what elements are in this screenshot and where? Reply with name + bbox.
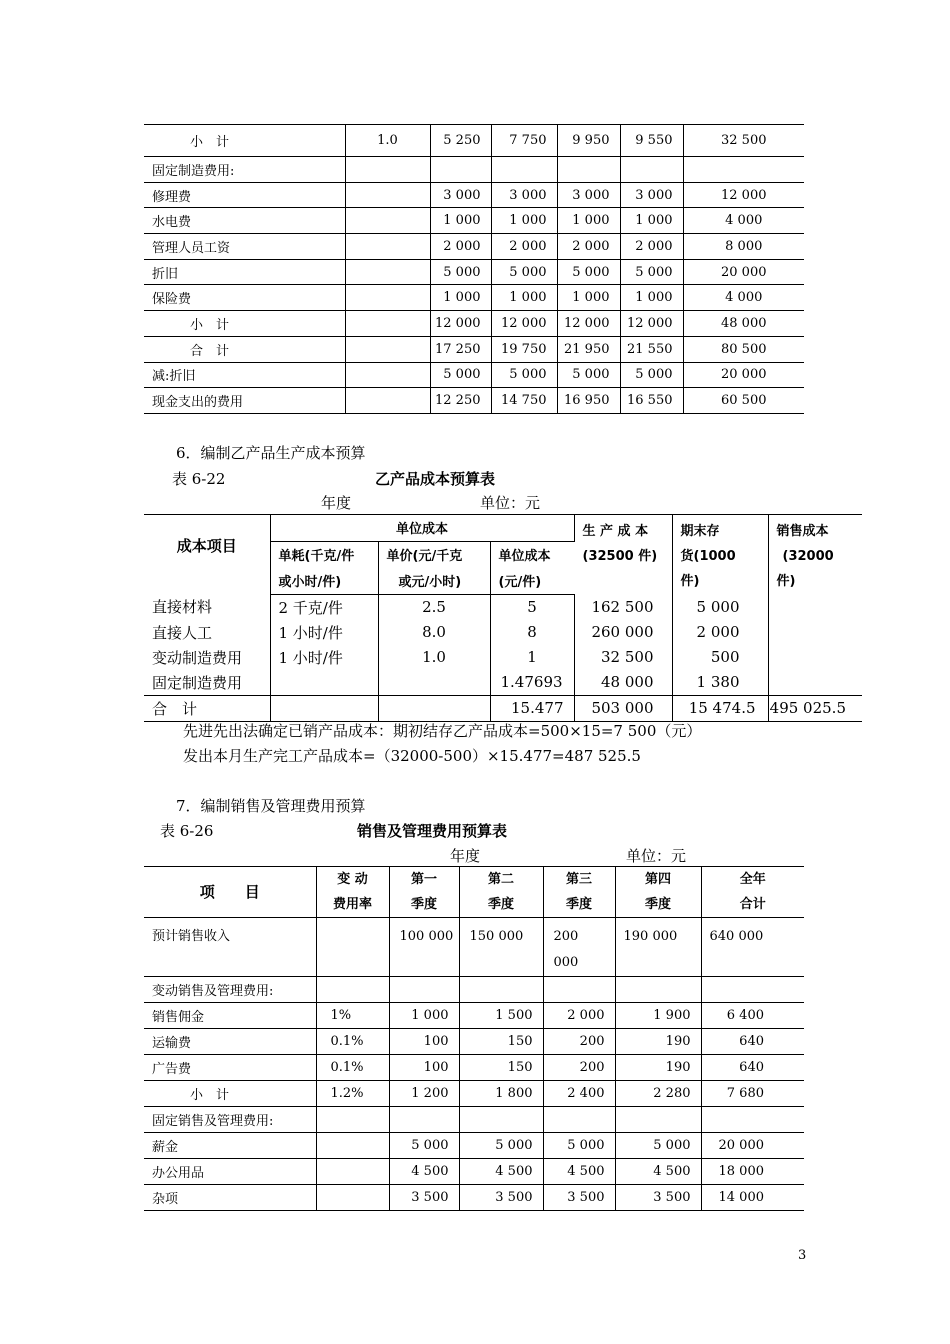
sales-admin-expense-table xyxy=(144,866,804,1211)
table-row xyxy=(144,620,862,645)
revenue-label: 预计销售收入 xyxy=(144,918,316,977)
row-q2: 3 000 xyxy=(491,182,557,208)
total-label: 合 计 xyxy=(144,695,270,721)
table-row xyxy=(144,1133,804,1159)
row-q2 xyxy=(491,157,557,183)
row-consumption: 1 小时/件 xyxy=(270,645,378,670)
row-q3: 200 xyxy=(543,1029,615,1055)
table-row xyxy=(144,234,804,260)
row-cost-item: 固定制造费用 xyxy=(144,670,270,696)
row-ending-inventory: 1 380 xyxy=(672,670,768,696)
row-total: 32 500 xyxy=(683,125,804,157)
row-q1: 1 000 xyxy=(430,285,491,311)
row-q2 xyxy=(459,977,543,1003)
row-q1: 5 000 xyxy=(430,362,491,388)
row-q2: 2 000 xyxy=(491,234,557,260)
row-unit-cost: 8 xyxy=(490,620,574,645)
table-row xyxy=(144,1003,804,1029)
row-rate xyxy=(345,311,430,337)
row-q4: 3 500 xyxy=(615,1185,701,1211)
row-q1: 100 xyxy=(389,1055,459,1081)
row-q3: 1 000 xyxy=(557,285,620,311)
table-6-22-title: 乙产品成本预算表 xyxy=(375,470,496,488)
row-rate xyxy=(345,234,430,260)
row-q3: 2 400 xyxy=(543,1081,615,1107)
row-q2: 5 000 xyxy=(459,1133,543,1159)
row-label: 广告费 xyxy=(144,1055,316,1081)
header-variable-rate xyxy=(316,867,389,918)
row-rate xyxy=(316,1185,389,1211)
header-q1-line2: 季度 xyxy=(410,897,437,912)
row-rate: 0.1% xyxy=(316,1055,389,1081)
table-6-26-unit: 单位：元 xyxy=(626,847,687,865)
row-q2: 1 000 xyxy=(491,208,557,234)
header-cogs-line1: 销售成本 xyxy=(776,524,829,539)
row-cost-item: 直接材料 xyxy=(144,594,270,620)
row-q3 xyxy=(557,157,620,183)
row-total xyxy=(683,157,804,183)
header-total-line2: 合计 xyxy=(739,897,766,912)
row-rate xyxy=(345,182,430,208)
row-ending-inventory: 5 000 xyxy=(672,594,768,620)
revenue-rate xyxy=(316,918,389,977)
revenue-total: 640 000 xyxy=(701,918,804,977)
sales-admin-expense-table-body xyxy=(144,977,804,1211)
row-rate xyxy=(316,1159,389,1185)
revenue-row xyxy=(144,918,804,977)
row-q3 xyxy=(543,977,615,1003)
row-rate xyxy=(345,362,430,388)
total-ending: 15 474.5 xyxy=(672,695,768,721)
row-label: 水电费 xyxy=(144,208,345,234)
header-production-cost-line1: 生 产 成 本 xyxy=(582,524,649,539)
table-row xyxy=(144,362,804,388)
row-total: 6 400 xyxy=(701,1003,804,1029)
row-price: 8.0 xyxy=(378,620,490,645)
row-total xyxy=(701,977,804,1003)
row-rate xyxy=(316,977,389,1003)
row-production-cost: 260 000 xyxy=(574,620,672,645)
table-row xyxy=(144,285,804,311)
row-q4: 5 000 xyxy=(615,1133,701,1159)
row-q1: 3 500 xyxy=(389,1185,459,1211)
row-q2: 12 000 xyxy=(491,311,557,337)
table-row xyxy=(144,388,804,414)
table-row xyxy=(144,1185,804,1211)
row-q4: 1 000 xyxy=(620,285,683,311)
row-label: 薪金 xyxy=(144,1133,316,1159)
row-q4: 12 000 xyxy=(620,311,683,337)
header-ending-line1: 期末存 xyxy=(680,524,720,539)
row-q3 xyxy=(543,1107,615,1133)
table-row xyxy=(144,125,804,157)
row-total: 18 000 xyxy=(701,1159,804,1185)
row-label: 合 计 xyxy=(144,336,345,362)
row-q2 xyxy=(459,1107,543,1133)
header-price-line1: 单价(元/千克 xyxy=(378,541,490,568)
row-q2: 5 000 xyxy=(491,259,557,285)
row-q3: 16 950 xyxy=(557,388,620,414)
row-label: 运输费 xyxy=(144,1029,316,1055)
header-q3-line2: 季度 xyxy=(565,897,592,912)
header-cogs-line2: (32000 xyxy=(782,549,834,564)
table-row xyxy=(144,1029,804,1055)
row-total: 4 000 xyxy=(683,285,804,311)
row-q4: 5 000 xyxy=(620,362,683,388)
row-total: 4 000 xyxy=(683,208,804,234)
row-q3: 3 500 xyxy=(543,1185,615,1211)
table-row xyxy=(144,645,862,670)
row-q1 xyxy=(430,157,491,183)
row-q2: 1 800 xyxy=(459,1081,543,1107)
row-label: 办公用品 xyxy=(144,1159,316,1185)
header-q3 xyxy=(543,867,615,918)
header-unitcost-line1: 单位成本 xyxy=(498,549,551,564)
row-q4: 16 550 xyxy=(620,388,683,414)
row-label: 小 计 xyxy=(144,1081,316,1107)
row-q3: 200 xyxy=(543,1055,615,1081)
table-row xyxy=(144,594,862,620)
table-row xyxy=(144,1159,804,1185)
row-q1: 17 250 xyxy=(430,336,491,362)
row-ending-inventory: 2 000 xyxy=(672,620,768,645)
row-label: 销售佣金 xyxy=(144,1003,316,1029)
header-rate-line1: 变 动 xyxy=(337,872,368,887)
row-ending-inventory: 500 xyxy=(672,645,768,670)
row-q3: 5 000 xyxy=(557,259,620,285)
row-production-cost: 32 500 xyxy=(574,645,672,670)
row-rate xyxy=(345,208,430,234)
row-q3: 3 000 xyxy=(557,182,620,208)
row-label: 杂项 xyxy=(144,1185,316,1211)
row-q1: 1 000 xyxy=(389,1003,459,1029)
header-ending-line3: 件) xyxy=(680,574,700,589)
row-consumption xyxy=(270,670,378,696)
row-total: 12 000 xyxy=(683,182,804,208)
row-label: 固定制造费用: xyxy=(144,157,345,183)
row-total: 80 500 xyxy=(683,336,804,362)
page-number: 3 xyxy=(798,1248,807,1263)
row-q4: 1 000 xyxy=(620,208,683,234)
header-q4-line2: 季度 xyxy=(644,897,671,912)
row-q1: 4 500 xyxy=(389,1159,459,1185)
table-row xyxy=(144,208,804,234)
row-q2: 1 000 xyxy=(491,285,557,311)
row-unit-cost: 1 xyxy=(490,645,574,670)
row-consumption: 2 千克/件 xyxy=(270,594,378,620)
row-total: 8 000 xyxy=(683,234,804,260)
header-price-line2: 或元/小时) xyxy=(378,568,490,595)
header-q2-line1: 第二 xyxy=(487,872,514,887)
row-label: 修理费 xyxy=(144,182,345,208)
row-q3: 12 000 xyxy=(557,311,620,337)
row-q1: 12 250 xyxy=(430,388,491,414)
header-cost-item: 成本项目 xyxy=(144,515,270,595)
row-total xyxy=(701,1107,804,1133)
row-cost-of-sales xyxy=(768,594,862,620)
row-q4: 2 280 xyxy=(615,1081,701,1107)
header-rate-line2: 费用率 xyxy=(332,897,372,912)
row-q1 xyxy=(389,977,459,1003)
row-q3: 5 000 xyxy=(557,362,620,388)
header-consumption-line2: 或小时/件) xyxy=(270,568,378,595)
row-cost-of-sales xyxy=(768,670,862,696)
row-q2: 7 750 xyxy=(491,125,557,157)
row-q3: 9 950 xyxy=(557,125,620,157)
row-rate xyxy=(316,1133,389,1159)
table-row xyxy=(144,1055,804,1081)
row-label: 变动销售及管理费用: xyxy=(144,977,316,1003)
row-q2: 4 500 xyxy=(459,1159,543,1185)
row-q1: 2 000 xyxy=(430,234,491,260)
revenue-q3 xyxy=(543,918,615,977)
header-cogs-line3: 件) xyxy=(776,574,796,589)
table-6-26-number: 表 6-26 xyxy=(160,822,214,840)
fixed-overhead-table xyxy=(144,124,804,414)
row-consumption: 1 小时/件 xyxy=(270,620,378,645)
row-label: 小 计 xyxy=(144,311,345,337)
row-q4: 2 000 xyxy=(620,234,683,260)
row-label: 管理人员工资 xyxy=(144,234,345,260)
header-ending-line2: 货(1000 xyxy=(680,549,736,564)
section-6-heading: 6．编制乙产品生产成本预算 xyxy=(176,444,366,462)
row-q4: 21 550 xyxy=(620,336,683,362)
total-row xyxy=(144,695,862,721)
header-q3-line1: 第三 xyxy=(565,872,592,887)
row-q4 xyxy=(615,1107,701,1133)
row-rate: 1.0 xyxy=(345,125,430,157)
row-rate xyxy=(345,388,430,414)
header-ending-inventory xyxy=(672,515,768,595)
total-price xyxy=(378,695,490,721)
row-q4 xyxy=(615,977,701,1003)
table-row xyxy=(144,336,804,362)
row-q3: 4 500 xyxy=(543,1159,615,1185)
row-rate: 0.1% xyxy=(316,1029,389,1055)
row-q2: 19 750 xyxy=(491,336,557,362)
row-total: 20 000 xyxy=(683,259,804,285)
row-production-cost: 162 500 xyxy=(574,594,672,620)
row-q4: 190 xyxy=(615,1055,701,1081)
table-6-26-title: 销售及管理费用预算表 xyxy=(357,822,508,840)
row-q4: 3 000 xyxy=(620,182,683,208)
row-q1: 5 250 xyxy=(430,125,491,157)
row-price: 2.5 xyxy=(378,594,490,620)
row-label: 减:折旧 xyxy=(144,362,345,388)
row-q2: 5 000 xyxy=(491,362,557,388)
table-6-22-unit: 单位：元 xyxy=(480,494,541,512)
row-q4: 190 xyxy=(615,1029,701,1055)
row-q3: 5 000 xyxy=(543,1133,615,1159)
revenue-q3-line1: 200 xyxy=(553,929,579,944)
row-q3: 21 950 xyxy=(557,336,620,362)
total-production: 503 000 xyxy=(574,695,672,721)
row-rate: 1% xyxy=(316,1003,389,1029)
row-total: 20 000 xyxy=(683,362,804,388)
row-q3: 1 000 xyxy=(557,208,620,234)
row-q2: 14 750 xyxy=(491,388,557,414)
header-q4-line1: 第四 xyxy=(644,872,671,887)
row-q1: 5 000 xyxy=(430,259,491,285)
row-cost-of-sales xyxy=(768,645,862,670)
header-consumption-line1: 单耗(千克/件 xyxy=(270,541,378,568)
row-total: 48 000 xyxy=(683,311,804,337)
total-cogs: 495 025.5 xyxy=(768,695,862,721)
table-row xyxy=(144,1081,804,1107)
table-6-22-year: 年度 xyxy=(321,494,352,512)
product-b-cost-table-body xyxy=(144,594,862,695)
row-q1 xyxy=(389,1107,459,1133)
row-q2: 1 500 xyxy=(459,1003,543,1029)
row-q3: 2 000 xyxy=(543,1003,615,1029)
row-q1: 1 000 xyxy=(430,208,491,234)
row-q4: 5 000 xyxy=(620,259,683,285)
row-price: 1.0 xyxy=(378,645,490,670)
header-unit-cost-group: 单位成本 xyxy=(270,515,574,542)
row-q1: 100 xyxy=(389,1029,459,1055)
row-q2: 150 xyxy=(459,1029,543,1055)
row-rate: 1.2% xyxy=(316,1081,389,1107)
row-production-cost: 48 000 xyxy=(574,670,672,696)
row-total: 7 680 xyxy=(701,1081,804,1107)
total-consumption xyxy=(270,695,378,721)
row-label: 现金支出的费用 xyxy=(144,388,345,414)
row-rate xyxy=(345,157,430,183)
header-q2-line2: 季度 xyxy=(487,897,514,912)
row-total: 14 000 xyxy=(701,1185,804,1211)
header-q1-line1: 第一 xyxy=(410,872,437,887)
row-q1: 3 000 xyxy=(430,182,491,208)
note-fifo: 先进先出法确定已销产品成本：期初结存乙产品成本=500×15=7 500（元） xyxy=(183,722,702,740)
row-cost-of-sales xyxy=(768,620,862,645)
table-6-22-number: 表 6-22 xyxy=(172,470,226,488)
row-unit-cost: 5 xyxy=(490,594,574,620)
row-rate xyxy=(345,285,430,311)
header-production-cost xyxy=(574,515,672,595)
header-q2 xyxy=(459,867,543,918)
row-label: 折旧 xyxy=(144,259,345,285)
section-7-heading: 7．编制销售及管理费用预算 xyxy=(176,797,366,815)
header-item: 项 目 xyxy=(144,867,316,918)
row-q1: 5 000 xyxy=(389,1133,459,1159)
row-cost-item: 直接人工 xyxy=(144,620,270,645)
fixed-overhead-table-body xyxy=(144,125,804,414)
row-total: 60 500 xyxy=(683,388,804,414)
table-row xyxy=(144,259,804,285)
table-6-26-year: 年度 xyxy=(450,847,481,865)
revenue-q1: 100 000 xyxy=(389,918,459,977)
row-total: 640 xyxy=(701,1029,804,1055)
row-label: 固定销售及管理费用: xyxy=(144,1107,316,1133)
note-issued-cost: 发出本月生产完工产品成本=（32000-500）×15.477=487 525.5 xyxy=(183,747,641,765)
row-total: 20 000 xyxy=(701,1133,804,1159)
header-production-cost-line2: (32500 件) xyxy=(582,549,658,564)
table-row xyxy=(144,1107,804,1133)
header-unitcost-line2: (元/件) xyxy=(490,568,574,595)
revenue-q2: 150 000 xyxy=(459,918,543,977)
row-q3: 2 000 xyxy=(557,234,620,260)
table-row xyxy=(144,157,804,183)
row-label: 保险费 xyxy=(144,285,345,311)
table-row xyxy=(144,670,862,696)
table-row xyxy=(144,977,804,1003)
header-q4 xyxy=(615,867,701,918)
row-q4: 4 500 xyxy=(615,1159,701,1185)
row-q4: 1 900 xyxy=(615,1003,701,1029)
row-q2: 150 xyxy=(459,1055,543,1081)
row-rate xyxy=(345,259,430,285)
row-q2: 3 500 xyxy=(459,1185,543,1211)
total-unit-cost: 15.477 xyxy=(490,695,574,721)
header-annual-total xyxy=(701,867,804,918)
row-q1: 12 000 xyxy=(430,311,491,337)
header-q1 xyxy=(389,867,459,918)
row-rate xyxy=(345,336,430,362)
row-label: 小 计 xyxy=(144,125,345,157)
row-rate xyxy=(316,1107,389,1133)
row-cost-item: 变动制造费用 xyxy=(144,645,270,670)
table-row xyxy=(144,182,804,208)
row-q4: 9 550 xyxy=(620,125,683,157)
revenue-q4: 190 000 xyxy=(615,918,701,977)
table-row xyxy=(144,311,804,337)
row-price xyxy=(378,670,490,696)
revenue-q3-line2: 000 xyxy=(553,955,579,970)
row-q1: 1 200 xyxy=(389,1081,459,1107)
row-q4 xyxy=(620,157,683,183)
header-total-line1: 全年 xyxy=(739,872,766,887)
row-total: 640 xyxy=(701,1055,804,1081)
header-cost-of-sales xyxy=(768,515,862,595)
row-unit-cost: 1.47693 xyxy=(490,670,574,696)
product-b-cost-table xyxy=(144,514,862,722)
